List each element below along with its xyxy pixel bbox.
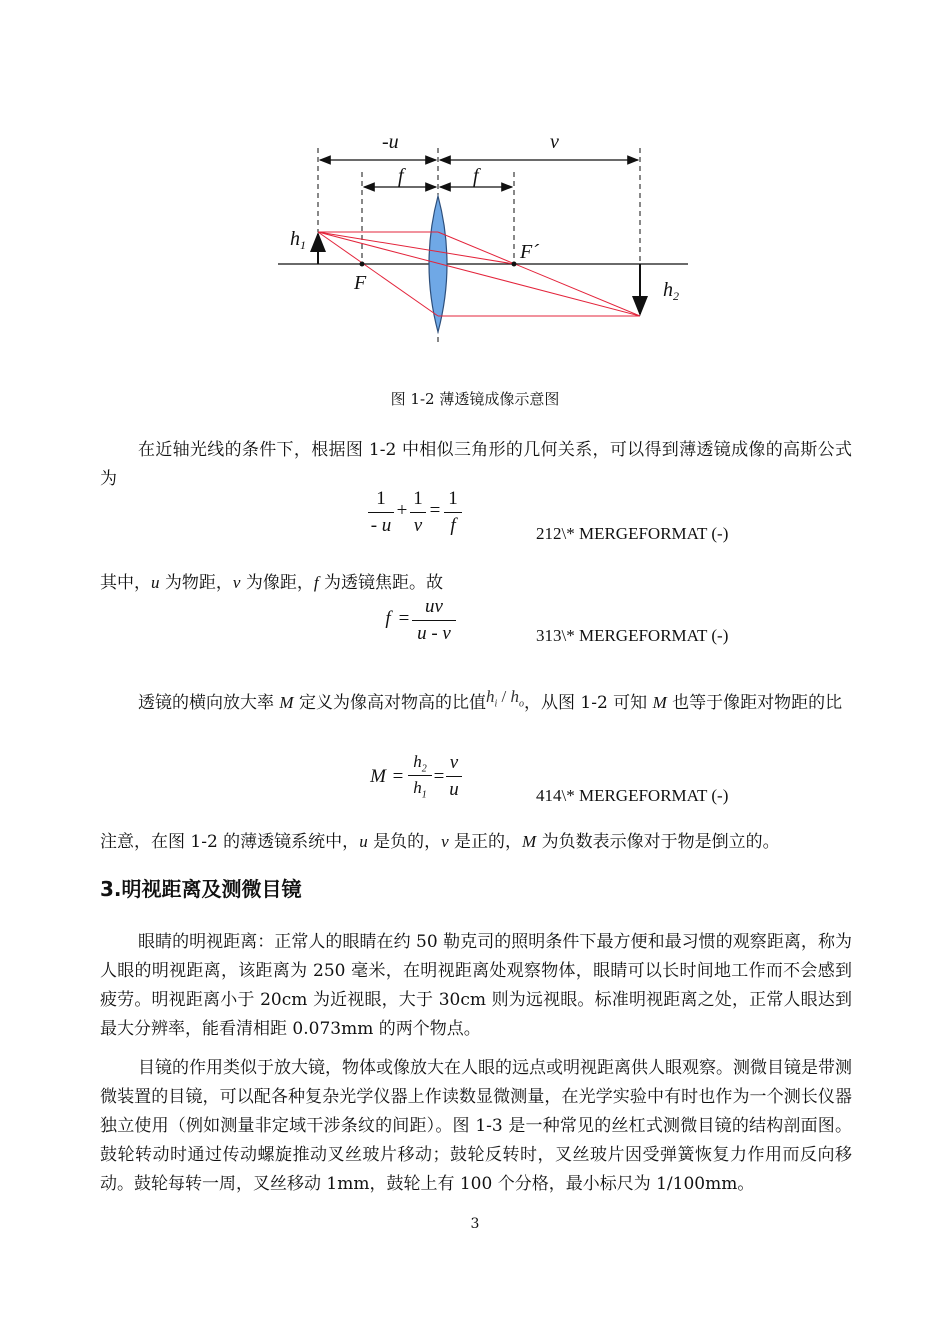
label-h1: $h_1$ xyxy=(290,228,306,252)
page-number: 3 xyxy=(470,1216,480,1232)
paragraph-text: 在近轴光线的条件下，根据图 1-2 中相似三角形的几何关系，可以得到薄透镜成像的 xyxy=(138,440,784,460)
dimension-guides xyxy=(318,148,640,345)
paragraph-near-point: 眼睛的明视距离：正常人的眼睛在约 50 勒克司的照明条件下最方便和最习惯的观察距离，称为人眼的明视距离，该距离为 250 毫米，在明视距离处观察物体，眼睛可以长时间地工作而不会感到疲劳。明视距离小于 20cm 为近视眼，大于 30cm 则为远视眼。标准明视距离之处，正常人眼达到最大分辨率，能看清相距 0.073mm 的两个物点。 xyxy=(100,932,852,1039)
section-heading: 3.明视距离及测微目镜 xyxy=(100,877,302,901)
label-f-right: f xyxy=(473,165,479,187)
paragraph-sign-note: 注意，在图 1-2 的薄透镜系统中，u 是负的，v 是正的，M 为负数表示像对于物是倒立的。 xyxy=(100,832,780,852)
equation-ref-4: 414\* MERGEFORMAT (-) xyxy=(536,786,729,805)
paragraph-magnification: 透镜的横向放大率 M 定义为像高对物高的比值$h_i / h_o$，从图 1-2 可知 M 也等于像距对物距的比 xyxy=(138,687,843,713)
equation-ref-3: 313\* MERGEFORMAT (-) xyxy=(536,626,729,645)
paragraph-gauss-intro xyxy=(100,436,852,494)
label-neg-u: -u xyxy=(382,131,399,153)
equation-magnification: M = $\frac{h_2}{h_1}$ = $\frac{v}{u}$ xyxy=(370,752,480,806)
paragraph-micrometer-eyepiece: 目镜的作用类似于放大镜，物体或像放大在人眼的远点或明视距离供人眼观察。测微目镜是带测微装置的目镜，可以配各种复杂光学仪器上作读数显微测量，在光学实验中有时也作为一个测长仪器独立使用（例如测量非定域干涉条纹的间距）。图 1-3 是一种常见的丝杠式测微目镜的结构剖面图。鼓轮转动时通过传动螺旋推动叉丝玻片移动；鼓轮反转时，叉丝玻片因受弹簧恢复力作用而反向移动。鼓轮每转一周，叉丝移动 1mm，鼓轮上有 100 个分格，最小标尺为 1/100mm。 xyxy=(100,1058,852,1194)
label-v: v xyxy=(550,131,559,153)
label-F-prime: F´ xyxy=(520,241,539,263)
label-f-left: f xyxy=(398,165,404,187)
equation-gauss: $\frac{1}{- u}$ + $\frac{1}{v}$ = $\frac{1}{f}$ xyxy=(368,488,468,542)
label-F: F xyxy=(354,272,367,294)
ratio-hi-ho: $h_i / h_o$ xyxy=(485,687,524,710)
label-h2: $h_2$ xyxy=(663,279,679,303)
paragraph-variables: 其中，u 为物距，v 为像距，f 为透镜焦距。故 xyxy=(100,573,443,593)
figure-caption: 图 1-2 薄透镜成像示意图 xyxy=(390,390,560,408)
thin-lens-diagram xyxy=(270,120,690,350)
equation-focal-length: f = $\frac{uv}{u - v}$ xyxy=(382,596,472,646)
focal-point-f-prime xyxy=(512,262,517,267)
focal-point-f xyxy=(360,262,365,267)
equation-ref-2: 212\* MERGEFORMAT (-) xyxy=(536,524,729,543)
paragraph-text: 高斯公式为 xyxy=(100,440,853,489)
light-rays xyxy=(318,232,640,316)
